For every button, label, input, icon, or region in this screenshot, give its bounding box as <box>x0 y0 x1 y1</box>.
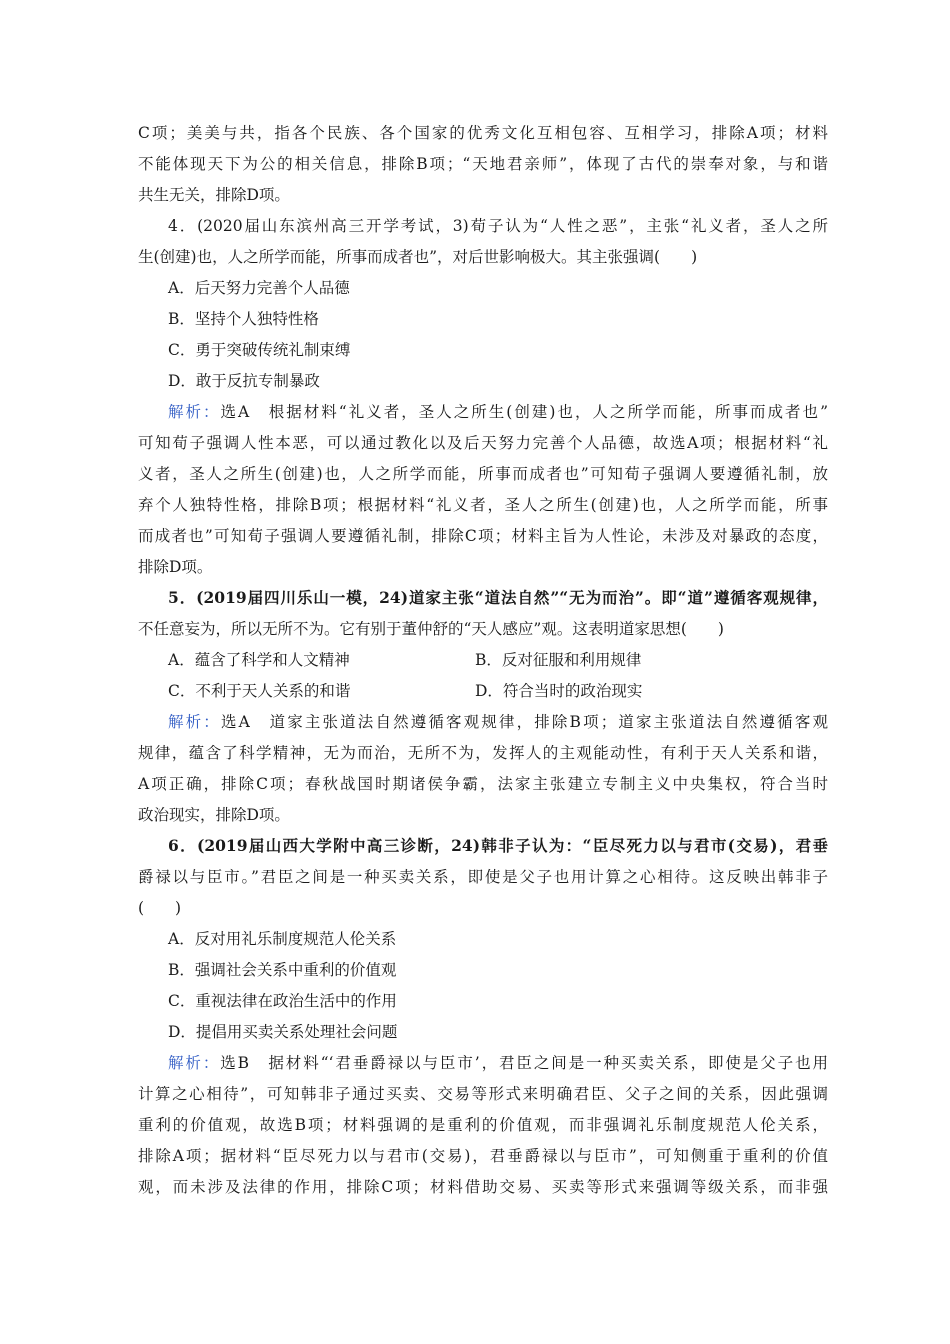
question-5-stem: 5．(2019届四川乐山一模，24)道家主张“道法自然”“无为而治”。即“道”遵循客观规律， <box>168 588 828 607</box>
analysis-line: 计算之心相待”，可知韩非子通过买卖、交易等形式来明确君臣、父子之间的关系，因此强调 <box>138 1085 828 1103</box>
question-4-stem: 生(创建)也，人之所学而能，所事而成者也”，对后世影响极大。其主张强调( ) <box>138 248 698 266</box>
analysis-text: 选A 道家主张道法自然遵循客观规律，排除B项；道家主张道法自然遵循客观 <box>220 713 828 731</box>
analysis-text: 选B 据材料“‘君垂爵禄以与臣市’，君臣之间是一种买卖关系，即使是父子也用 <box>220 1054 828 1072</box>
option-c: C．不利于天人关系的和谐 <box>168 682 351 700</box>
analysis-line <box>168 710 828 734</box>
option-c: C．重视法律在政治生活中的作用 <box>168 992 397 1010</box>
analysis-line <box>168 400 828 424</box>
analysis-line: 观，而未涉及法律的作用，排除C项；材料借助交易、买卖等形式来强调等级关系，而非强 <box>138 1178 828 1196</box>
analysis-line: 排除D项。 <box>138 558 213 576</box>
text-line: C项；美美与共，指各个民族、各个国家的优秀文化互相包容、互相学习，排除A项；材料 <box>138 124 828 142</box>
text-line: 共生无关，排除D项。 <box>138 186 290 204</box>
option-d: D．符合当时的政治现实 <box>475 682 643 700</box>
analysis-line: 可知荀子强调人性本恶，可以通过教化以及后天努力完善个人品德，故选A项；根据材料“礼 <box>138 434 828 452</box>
analysis-label: 解析： <box>168 1054 221 1072</box>
option-b: B．坚持个人独特性格 <box>168 310 319 328</box>
text-line: 不能体现天下为公的相关信息，排除B项；“天地君亲师”，体现了古代的崇奉对象，与和谐 <box>138 155 828 173</box>
option-b: B．反对征服和利用规律 <box>475 651 642 669</box>
option-a: A．后天努力完善个人品德 <box>168 279 350 297</box>
option-c: C．勇于突破传统礼制束缚 <box>168 341 351 359</box>
option-d: D．提倡用买卖关系处理社会问题 <box>168 1023 398 1041</box>
analysis-label: 解析： <box>168 713 221 731</box>
analysis-line: 义者，圣人之所生(创建)也，人之所学而能，所事而成者也”可知荀子强调人要遵循礼制，放 <box>138 465 828 483</box>
option-b: B．强调社会关系中重利的价值观 <box>168 961 397 979</box>
question-6-stem: ( ) <box>138 899 182 917</box>
analysis-line: 政治现实，排除D项。 <box>138 806 290 824</box>
option-d: D．敢于反抗专制暴政 <box>168 372 320 390</box>
question-6-stem: 爵禄以与臣市。”君臣之间是一种买卖关系，即使是父子也用计算之心相待。这反映出韩非子 <box>138 868 828 886</box>
analysis-line: 而成者也”可知荀子强调人要遵循礼制，排除C项；材料主旨为人性论，未涉及对暴政的态度， <box>138 527 828 545</box>
question-6-stem: 6．(2019届山西大学附中高三诊断，24)韩非子认为：“臣尽死力以与君市(交易)，君垂 <box>168 836 828 855</box>
analysis-line: A项正确，排除C项；春秋战国时期诸侯争霸，法家主张建立专制主义中央集权，符合当时 <box>138 775 828 793</box>
analysis-line: 弃个人独特性格，排除B项；根据材料“礼义者，圣人之所生(创建)也，人之所学而能，所事 <box>138 496 828 514</box>
question-4-stem: 4．(2020届山东滨州高三开学考试，3)荀子认为“人性之恶”，主张“礼义者，圣人之所 <box>168 217 828 235</box>
analysis-line <box>168 1051 828 1075</box>
option-a: A．蕴含了科学和人文精神 <box>168 651 350 669</box>
analysis-label: 解析： <box>168 403 221 421</box>
question-5-stem: 不任意妄为，所以无所不为。它有别于董仲舒的“天人感应”观。这表明道家思想( ) <box>138 620 724 638</box>
analysis-text: 选A 根据材料“礼义者，圣人之所生(创建)也，人之所学而能，所事而成者也” <box>220 403 828 421</box>
analysis-line: 排除A项；据材料“臣尽死力以与君市(交易)，君垂爵禄以与臣市”，可知侧重于重利的价值 <box>138 1147 828 1165</box>
option-a: A．反对用礼乐制度规范人伦关系 <box>168 930 397 948</box>
analysis-line: 规律，蕴含了科学精神，无为而治，无所不为，发挥人的主观能动性，有利于天人关系和谐， <box>138 744 828 762</box>
analysis-line: 重利的价值观，故选B项；材料强调的是重利的价值观，而非强调礼乐制度规范人伦关系， <box>138 1116 828 1134</box>
